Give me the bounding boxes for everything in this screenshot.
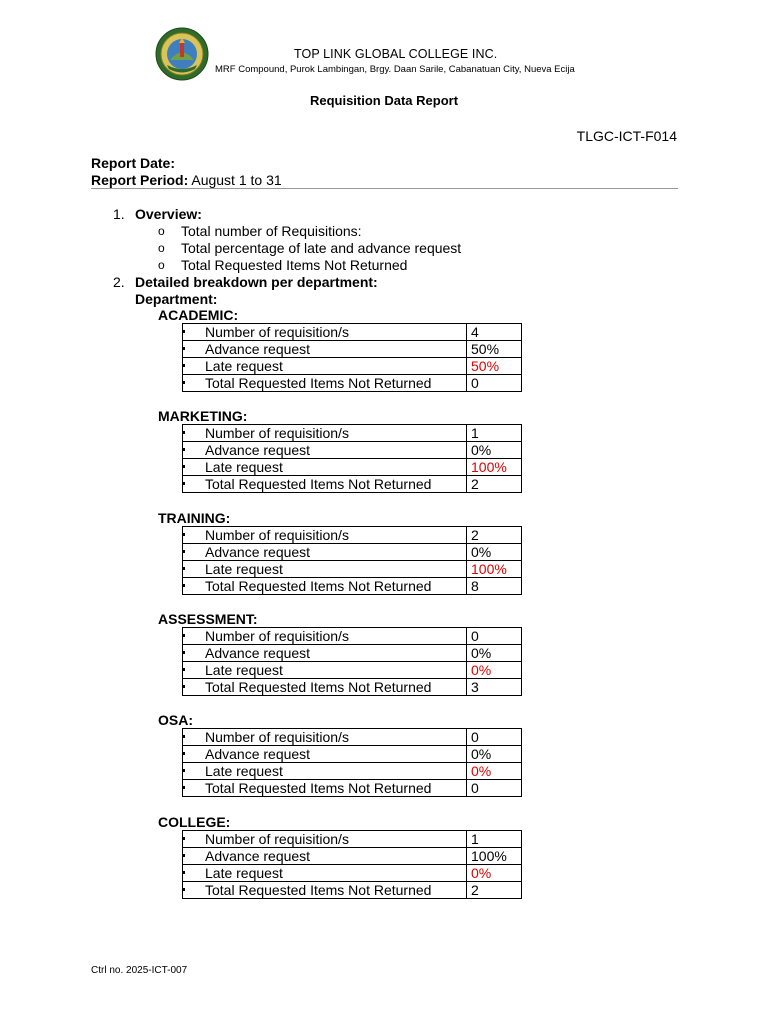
section-number: 1. bbox=[113, 206, 125, 222]
row-label: Number of requisition/s bbox=[183, 729, 467, 746]
bullet-marker bbox=[182, 347, 185, 350]
department-table-osa bbox=[182, 728, 522, 797]
department-name: COLLEGE: bbox=[158, 814, 231, 830]
bullet-marker bbox=[182, 685, 185, 688]
table-row bbox=[183, 459, 522, 476]
row-label: Number of requisition/s bbox=[183, 628, 467, 645]
table-row bbox=[183, 324, 522, 341]
bullet-marker bbox=[182, 364, 185, 367]
bullet-marker bbox=[182, 769, 185, 772]
report-date-label: Report Date: bbox=[91, 155, 176, 171]
row-value: 4 bbox=[467, 324, 522, 341]
row-label: Advance request bbox=[183, 645, 467, 662]
row-value: 100% bbox=[467, 848, 522, 865]
bullet-marker bbox=[182, 651, 185, 654]
row-label: Total Requested Items Not Returned bbox=[183, 476, 467, 493]
row-label: Late request bbox=[183, 561, 467, 578]
department-table-marketing bbox=[182, 424, 522, 493]
row-label: Number of requisition/s bbox=[183, 425, 467, 442]
table-row bbox=[183, 544, 522, 561]
row-value: 50% bbox=[467, 341, 522, 358]
department-table-college bbox=[182, 830, 522, 899]
section-number: 2. bbox=[113, 274, 125, 290]
bullet-marker bbox=[182, 448, 185, 451]
table-row bbox=[183, 476, 522, 493]
bullet-marker bbox=[182, 550, 185, 553]
table-row bbox=[183, 746, 522, 763]
row-value-late: 50% bbox=[467, 358, 522, 375]
table-row bbox=[183, 831, 522, 848]
bullet-marker bbox=[182, 330, 185, 333]
row-value: 8 bbox=[467, 578, 522, 595]
row-label: Total Requested Items Not Returned bbox=[183, 882, 467, 899]
department-table-training bbox=[182, 526, 522, 595]
row-value: 2 bbox=[467, 527, 522, 544]
table-row bbox=[183, 729, 522, 746]
row-label: Number of requisition/s bbox=[183, 527, 467, 544]
table-row bbox=[183, 561, 522, 578]
row-value: 0% bbox=[467, 442, 522, 459]
row-value: 0 bbox=[467, 375, 522, 392]
row-label: Advance request bbox=[183, 544, 467, 561]
bullet-marker bbox=[182, 482, 185, 485]
department-name: OSA: bbox=[158, 712, 193, 728]
row-label: Late request bbox=[183, 865, 467, 882]
table-row bbox=[183, 882, 522, 899]
college-address: MRF Compound, Purok Lambingan, Brgy. Daan Sarile, Cabanatuan City, Nueva Ecija bbox=[215, 64, 575, 75]
row-label: Advance request bbox=[183, 746, 467, 763]
row-value: 2 bbox=[467, 882, 522, 899]
row-label: Advance request bbox=[183, 341, 467, 358]
overview-title: Overview: bbox=[135, 206, 202, 222]
overview-item-late-advance: Total percentage of late and advance request bbox=[181, 240, 462, 256]
table-row bbox=[183, 442, 522, 459]
bullet-marker bbox=[182, 584, 185, 587]
row-value: 1 bbox=[467, 831, 522, 848]
table-row bbox=[183, 527, 522, 544]
bullet-marker bbox=[182, 888, 185, 891]
department-name: TRAINING: bbox=[158, 510, 231, 526]
row-label: Late request bbox=[183, 763, 467, 780]
breakdown-title: Detailed breakdown per department: bbox=[135, 274, 378, 290]
table-row bbox=[183, 763, 522, 780]
bullet-marker bbox=[182, 465, 185, 468]
table-row bbox=[183, 848, 522, 865]
row-value: 0% bbox=[467, 544, 522, 561]
row-value: 0 bbox=[467, 729, 522, 746]
row-value: 2 bbox=[467, 476, 522, 493]
department-name: ACADEMIC: bbox=[158, 307, 239, 323]
department-name: ASSESSMENT: bbox=[158, 611, 258, 627]
row-value: 0% bbox=[467, 746, 522, 763]
row-label: Number of requisition/s bbox=[183, 831, 467, 848]
row-label: Late request bbox=[183, 358, 467, 375]
row-label: Advance request bbox=[183, 848, 467, 865]
row-value-late: 0% bbox=[467, 763, 522, 780]
bullet-marker bbox=[182, 786, 185, 789]
bullet-marker bbox=[182, 634, 185, 637]
control-number: Ctrl no. 2025-ICT-007 bbox=[91, 965, 188, 976]
bullet-marker bbox=[182, 381, 185, 384]
report-period bbox=[91, 172, 282, 188]
row-label: Total Requested Items Not Returned bbox=[183, 375, 467, 392]
department-table-academic bbox=[182, 323, 522, 392]
college-seal-logo bbox=[155, 27, 209, 81]
row-label: Number of requisition/s bbox=[183, 324, 467, 341]
table-row bbox=[183, 375, 522, 392]
row-value-late: 0% bbox=[467, 865, 522, 882]
header-divider bbox=[91, 188, 678, 189]
row-value: 3 bbox=[467, 679, 522, 696]
bullet-marker bbox=[182, 735, 185, 738]
row-value: 1 bbox=[467, 425, 522, 442]
table-row bbox=[183, 628, 522, 645]
overview-item-total-requisitions: Total number of Requisitions: bbox=[181, 223, 362, 239]
table-row bbox=[183, 780, 522, 797]
form-code: TLGC-ICT-F014 bbox=[576, 128, 677, 144]
row-label: Late request bbox=[183, 662, 467, 679]
report-title: Requisition Data Report bbox=[309, 93, 459, 108]
row-value: 0 bbox=[467, 780, 522, 797]
department-subtitle: Department: bbox=[135, 291, 218, 307]
overview-item-not-returned: Total Requested Items Not Returned bbox=[181, 257, 408, 273]
department-name: MARKETING: bbox=[158, 408, 248, 424]
table-row bbox=[183, 578, 522, 595]
college-name: TOP LINK GLOBAL COLLEGE INC. bbox=[294, 47, 498, 61]
row-label: Late request bbox=[183, 459, 467, 476]
bullet-marker bbox=[182, 854, 185, 857]
bullet-marker bbox=[182, 533, 185, 536]
row-value: 0% bbox=[467, 645, 522, 662]
table-row bbox=[183, 865, 522, 882]
table-row bbox=[183, 358, 522, 375]
list-bullet: o bbox=[158, 241, 165, 255]
table-row bbox=[183, 662, 522, 679]
list-bullet: o bbox=[158, 224, 165, 238]
bullet-marker bbox=[182, 837, 185, 840]
row-value-late: 0% bbox=[467, 662, 522, 679]
table-row bbox=[183, 645, 522, 662]
table-row bbox=[183, 341, 522, 358]
report-period-label: Report Period: bbox=[91, 172, 189, 188]
department-table-assessment bbox=[182, 627, 522, 696]
table-row bbox=[183, 425, 522, 442]
row-value: 0 bbox=[467, 628, 522, 645]
list-bullet: o bbox=[158, 258, 165, 272]
row-label: Total Requested Items Not Returned bbox=[183, 578, 467, 595]
row-label: Total Requested Items Not Returned bbox=[183, 679, 467, 696]
row-label: Advance request bbox=[183, 442, 467, 459]
bullet-marker bbox=[182, 668, 185, 671]
row-label: Total Requested Items Not Returned bbox=[183, 780, 467, 797]
bullet-marker bbox=[182, 567, 185, 570]
bullet-marker bbox=[182, 871, 185, 874]
bullet-marker bbox=[182, 431, 185, 434]
report-period-value: August 1 to 31 bbox=[188, 172, 282, 188]
table-row bbox=[183, 679, 522, 696]
bullet-marker bbox=[182, 752, 185, 755]
row-value-late: 100% bbox=[467, 561, 522, 578]
row-value-late: 100% bbox=[467, 459, 522, 476]
